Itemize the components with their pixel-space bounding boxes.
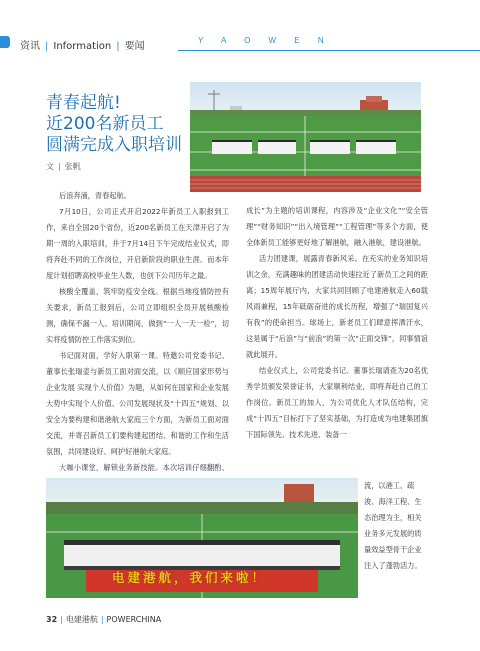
title-line: 近200名新员工 (46, 114, 164, 134)
article-right-column (246, 203, 428, 443)
title-line: 圆满完成入职培训 (46, 135, 182, 155)
byline-author: 张帆 (64, 162, 81, 171)
article-title (46, 93, 196, 156)
page-header (0, 34, 480, 54)
page-number: 32 (46, 615, 58, 624)
paragraph: 后浪奔涌，青春起航。 (58, 191, 131, 200)
paragraph: 活力团建课，展露青春新风采。在充实的业务知识培训之余，充满趣味的团建活动快速拉近了新员工之间的距离；15周年展厅内，大家共同回顾了电建港航走入60载风雨兼程，15年砥砺奋进的成长历程，增强了“瑞国复兴有我”的使命担当。球场上，新老员工们肆意挥洒汗水，这是属于“后浪”与“前浪”的第一次“正面交锋”，同事情谊就此展开。 (246, 254, 428, 359)
paragraph: 大咖小课堂，解锁业务新技能。本次培训仔细翻酌、 (58, 463, 229, 472)
section-breadcrumb: 资讯 | Information | 要闻 (20, 41, 145, 52)
byline-label: 文 (46, 162, 54, 171)
group-photo-field (190, 82, 421, 192)
paragraph: 结业仪式上，公司党委书记、董事长瑞请查为20名优秀学员颁发荣誉证书，大家顺利结业，即将奔赴自己的工作岗位。新员工的加入，为公司优化人才队伍结构，完成“十四五”目标打下了坚实基础，为打造成为电建集团旗下国际领先、技术先进、装备一 (246, 366, 428, 439)
page-footer: 32 | 电建港航 | POWERCHINA (46, 615, 162, 624)
section-marker (0, 36, 10, 48)
article-right-tail: 流，以港工、疏浚、海洋工程、生态治理为主，相关业务多元发展的质量效益型骨干企业注入了蓬勃活力。 (364, 481, 422, 570)
section-sub: 要闻 (124, 41, 145, 52)
section-pinyin: Y A O W E N (198, 36, 332, 45)
section-label: Information (53, 41, 112, 52)
team-banner-photo (46, 478, 358, 598)
title-line: 青春起航! (46, 93, 121, 113)
brand-name: POWERCHINA (106, 615, 162, 624)
byline: 文 | 张帆 (46, 162, 81, 171)
banner-text: 电建港航，我们来啦！ (112, 570, 268, 585)
article-left-column (46, 188, 229, 492)
field-photo-illustration (190, 82, 421, 192)
magazine-name: 电建港航 (65, 615, 98, 624)
section-name: 资讯 (20, 41, 40, 52)
paragraph: 书记面对面，学好入职第一课。特邀公司党委书记、董事长张瑞壶与新员工面对面交流，以《顺应国家形势与企业发展 实现个人价值》为题，从如何在国家和企业发展大势中实现个人价值、公司发展现状及“十四五”规划、以安全为要构建和谐港航大家庭三个方面，为新员工面对面交流，并寄召新员工们要构建起团结、和谐的工作和生活氛围，共同建设好、呵护好港航大家庭。 (46, 351, 229, 456)
paragraph: 成长”为主题的培训课程，内容涉及“企业文化”“安全管理”“财务知识”“出入境管理”“工程管理”等多个方面，使全体新员工能够更好地了解港航，融入港航，建设港航。 (246, 206, 428, 247)
paragraph: 7月10日，公司正式开启2022年新员工入职报到工作，来自全国20个省份，近200名新员工在天津开启了为期一周的入职培训，并于7月14日下午完成结业仪式，即将奔赴不同的工作岗位，开启新阶段的职业生涯。而本年度计划招聘高校毕业生人数，也创下公司历年之最。 (46, 207, 229, 280)
paragraph: 核酸全覆盖，筑牢防疫安全线。根据当地疫情防控有关要求，新员工报到后，公司立即组织全员开展核酸检测，确保不漏一人。培训期间，做到“一人一天一检”，切实将疫情防控工作落实到位。 (46, 287, 229, 344)
header-rule (178, 50, 480, 51)
